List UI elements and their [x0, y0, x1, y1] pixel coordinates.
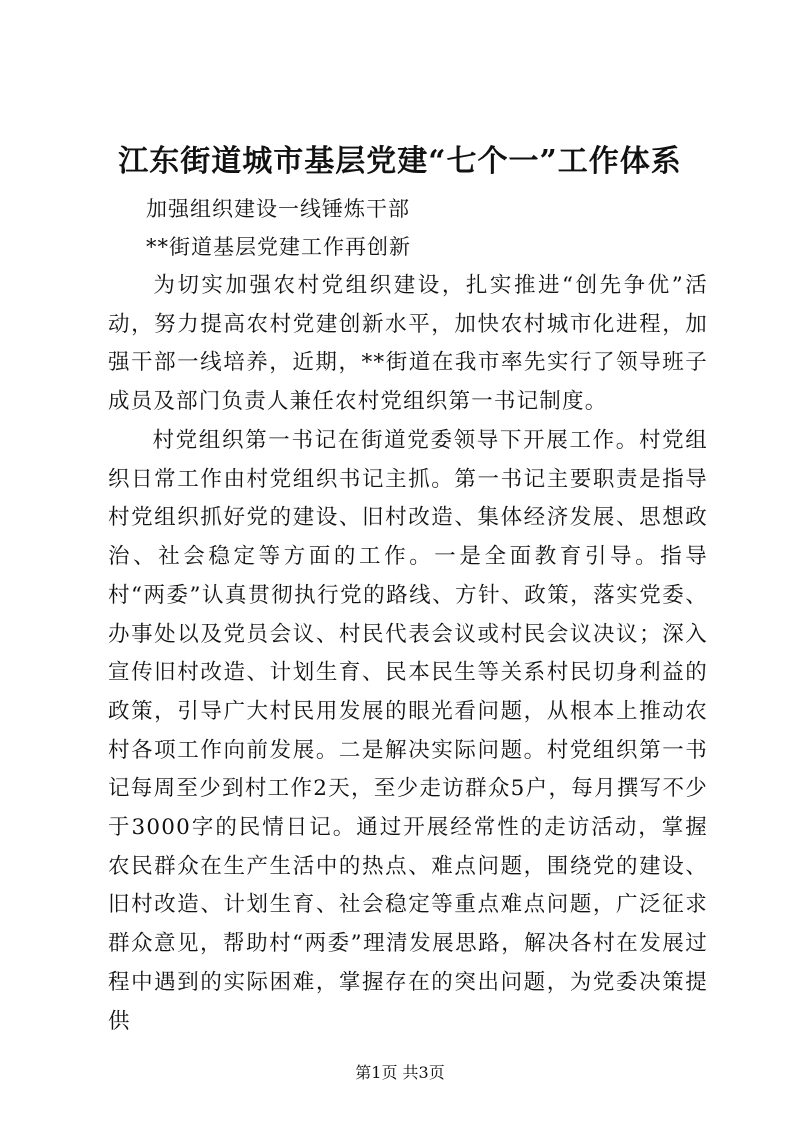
subtitle-line-2: **街道基层党建工作再创新 [146, 235, 411, 259]
page-number-footer: 第1页 共3页 [355, 1063, 445, 1082]
paragraph-1 [108, 267, 708, 422]
paragraph-2 [108, 422, 708, 1041]
subtitle-line-1: 加强组织建设一线锤炼干部 [146, 197, 410, 221]
paragraph-2-text: 村党组织第一书记在街道党委领导下开展工作。村党组织日常工作由村党组织书记主抓。第一书记主要职责是指导村党组织抓好党的建设、旧村改造、集体经济发展、思想政治、社会稳定等方面的工作。一是全面教育引导。指导村“两委”认真贯彻执行党的路线、方针、政策，落实党委、办事处以及党员会议、村民代表会议或村民会议决议；深入宣传旧村改造、计划生育、民本民生等关系村民切身利益的政策，引导广大村民用发展的眼光看问题，从根本上推动农村各项工作向前发展。二是解决实际问题。村党组织第一书记每周至少到村工作2天，至少走访群众5户，每月撰写不少于3000字的民情日记。通过开展经常性的走访活动，掌握农民群众在生产生活中的热点、难点问题，围绕党的建设、旧村改造、计划生育、社会稳定等重点难点问题，广泛征求群众意见，帮助村“两委”理清发展思路，解决各村在发展过程中遇到的实际困难，掌握存在的突出问题，为党委决策提供 [108, 428, 708, 1034]
document-title: 江东街道城市基层党建“七个一”工作体系 [118, 144, 682, 179]
paragraph-1-text: 为切实加强农村党组织建设，扎实推进“创先争优”活动，努力提高农村党建创新水平，加快农村城市化进程，加强干部一线培养，近期，**街道在我市率先实行了领导班子成员及部门负责人兼任农村党组织第一书记制度。 [108, 273, 708, 415]
